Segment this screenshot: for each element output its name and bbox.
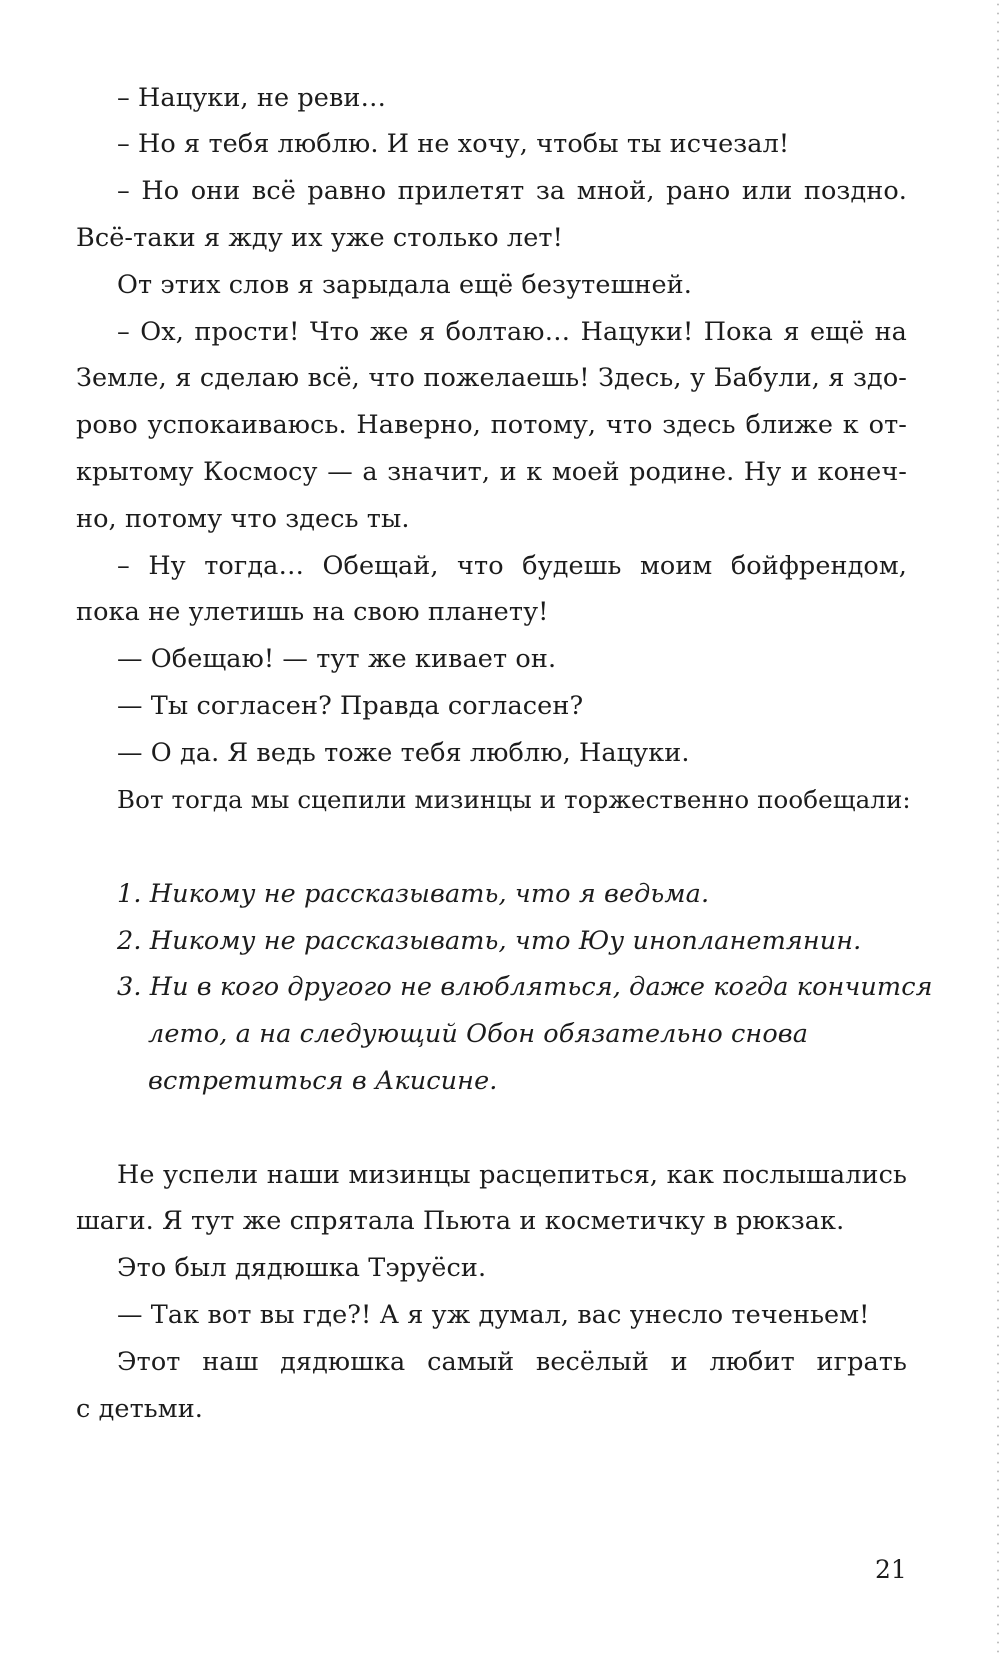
text-line: Этот наш дядюшка самый весёлый и любит играть [117, 1347, 907, 1377]
page-number: 21 [875, 1555, 907, 1584]
scan-edge [996, 0, 1000, 1653]
text-line: с детьми. [76, 1394, 204, 1424]
text-line: крытому Космосу — а значит, и к моей родине. Ну и конеч- [76, 457, 907, 487]
promise-item-3-continued: встретиться в Акисине. [148, 1066, 498, 1096]
text-line: – Но я тебя люблю. И не хочу, чтобы ты исчезал! [117, 129, 790, 159]
text-line: Всё-таки я жду их уже столько лет! [76, 223, 563, 253]
promise-item-3: 3. Ни в кого другого не влюбляться, даже когда кончится [117, 972, 933, 1002]
text-line: – Но они всё равно прилетят за мной, рано или поздно. [117, 176, 907, 206]
text-line: — Обещаю! — тут же кивает он. [117, 644, 557, 674]
text-line: Это был дядюшка Тэруёси. [117, 1253, 487, 1283]
text-line: — О да. Я ведь тоже тебя люблю, Нацуки. [117, 738, 690, 768]
text-line: – Ну тогда… Обещай, что будешь моим бойфрендом, [117, 551, 907, 581]
text-line: Земле, я сделаю всё, что пожелаешь! Здесь, у Бабули, я здо- [76, 363, 907, 393]
text-line: но, потому что здесь ты. [76, 504, 410, 534]
text-line: шаги. Я тут же спрятала Пьюта и косметичку в рюкзак. [76, 1206, 845, 1236]
promise-item-3-continued: лето, а на следующий Обон обязательно снова [148, 1019, 809, 1049]
promise-item-2: 2. Никому не рассказывать, что Юу инопланетянин. [117, 926, 862, 956]
text-line: – Нацуки, не реви… [117, 83, 387, 113]
text-line: Вот тогда мы сцепили мизинцы и торжественно пообещали: [117, 785, 911, 814]
text-line: От этих слов я зарыдала ещё безутешней. [117, 270, 692, 300]
text-line: — Так вот вы где?! А я уж думал, вас унесло теченьем! [117, 1300, 870, 1330]
promise-item-1: 1. Никому не рассказывать, что я ведьма. [117, 879, 710, 909]
text-line: Не успели наши мизинцы расцепиться, как послышались [117, 1160, 907, 1190]
text-line: рово успокаиваюсь. Наверно, потому, что здесь ближе к от- [76, 410, 907, 440]
text-line: – Ох, прости! Что же я болтаю… Нацуки! Пока я ещё на [117, 317, 907, 347]
text-line: — Ты согласен? Правда согласен? [117, 691, 584, 721]
text-line: пока не улетишь на свою планету! [76, 597, 549, 627]
